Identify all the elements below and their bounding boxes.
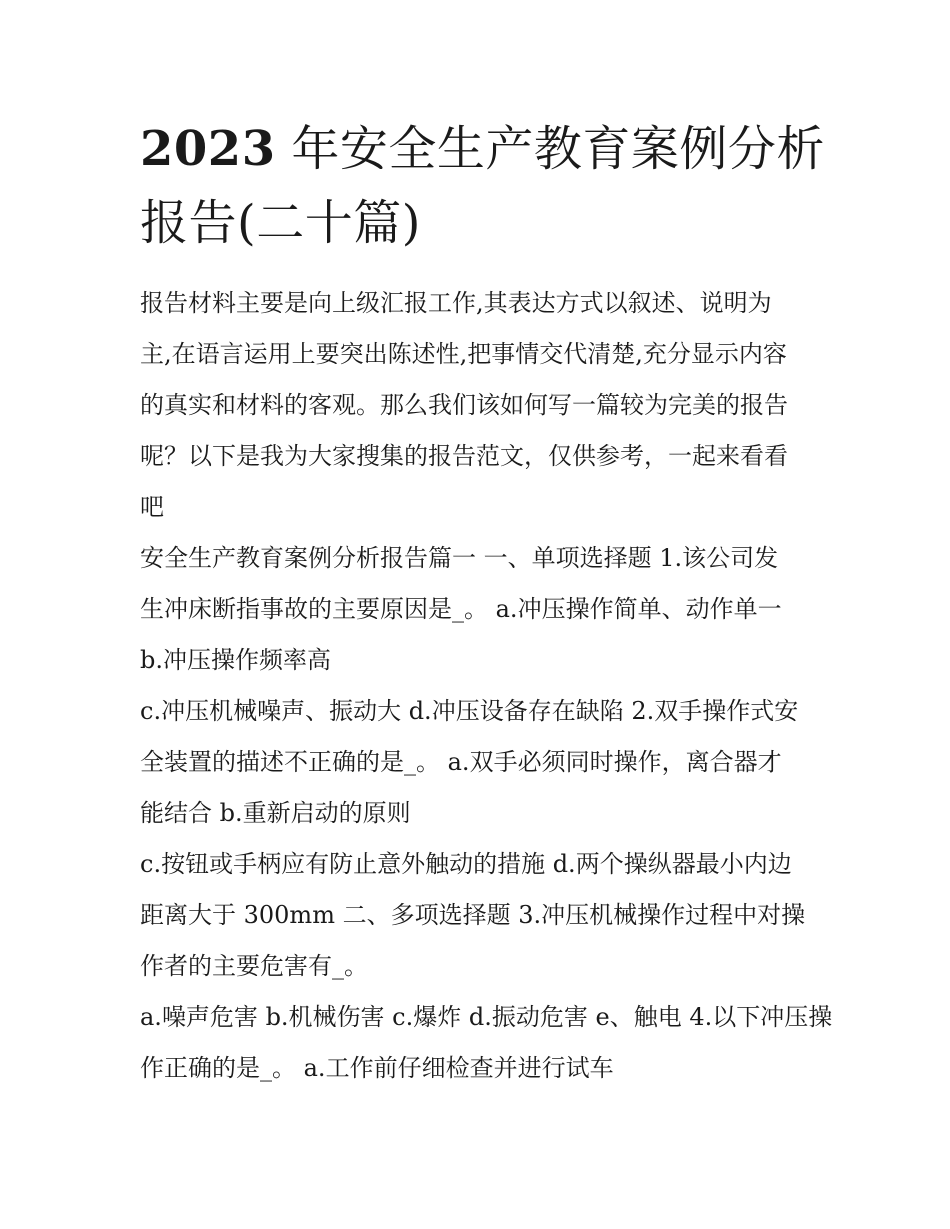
text-line: c.冲压机械噪声、振动大 d.冲压设备存在缺陷 2.双手操作式安 [140, 697, 799, 725]
text-line: 生冲床断指事故的主要原因是_。 a.冲压操作简单、动作单一 [140, 595, 782, 623]
text-line: 作者的主要危害有_。 [140, 952, 368, 980]
text-line: 的真实和材料的客观。那么我们该如何写一篇较为完美的报告 [140, 391, 788, 419]
question-paragraph [140, 839, 820, 992]
text-line: 报告材料主要是向上级汇报工作,其表达方式以叙述、说明为 [140, 289, 772, 317]
document-page [140, 112, 833, 1094]
text-line: 安全生产教育案例分析报告篇一 一、单项选择题 1.该公司发 [140, 544, 779, 572]
text-line: 能结合 b.重新启动的原则 [140, 799, 411, 827]
title-line-2: 报告(二十篇) [140, 195, 421, 251]
text-line: 吧 [140, 493, 164, 521]
question-paragraph [140, 686, 820, 839]
text-line: 主,在语言运用上要突出陈述性,把事情交代清楚,充分显示内容 [140, 340, 787, 368]
question-paragraph [140, 992, 833, 1094]
text-line: 呢？以下是我为大家搜集的报告范文，仅供参考，一起来看看 [140, 442, 788, 470]
document-title [140, 112, 825, 260]
text-line: 作正确的是_。 a.工作前仔细检查并进行试车 [140, 1054, 614, 1082]
text-line: 全装置的描述不正确的是_。 a.双手必须同时操作，离合器才 [140, 748, 782, 776]
document-body [140, 278, 833, 1094]
title-text: 年安全生产教育案例分析 [291, 121, 825, 177]
text-line: a.噪声危害 b.机械伤害 c.爆炸 d.振动危害 e、触电 4.以下冲压操 [140, 1003, 833, 1031]
text-line: b.冲压操作频率高 [140, 646, 331, 674]
intro-paragraph [140, 278, 820, 533]
text-line: 距离大于 300mm 二、多项选择题 3.冲压机械操作过程中对操 [140, 901, 806, 929]
question-paragraph [140, 533, 820, 686]
title-year: 2023 [140, 121, 276, 177]
text-line: c.按钮或手柄应有防止意外触动的措施 d.两个操纵器最小内边 [140, 850, 792, 878]
title-line-1 [140, 112, 825, 186]
